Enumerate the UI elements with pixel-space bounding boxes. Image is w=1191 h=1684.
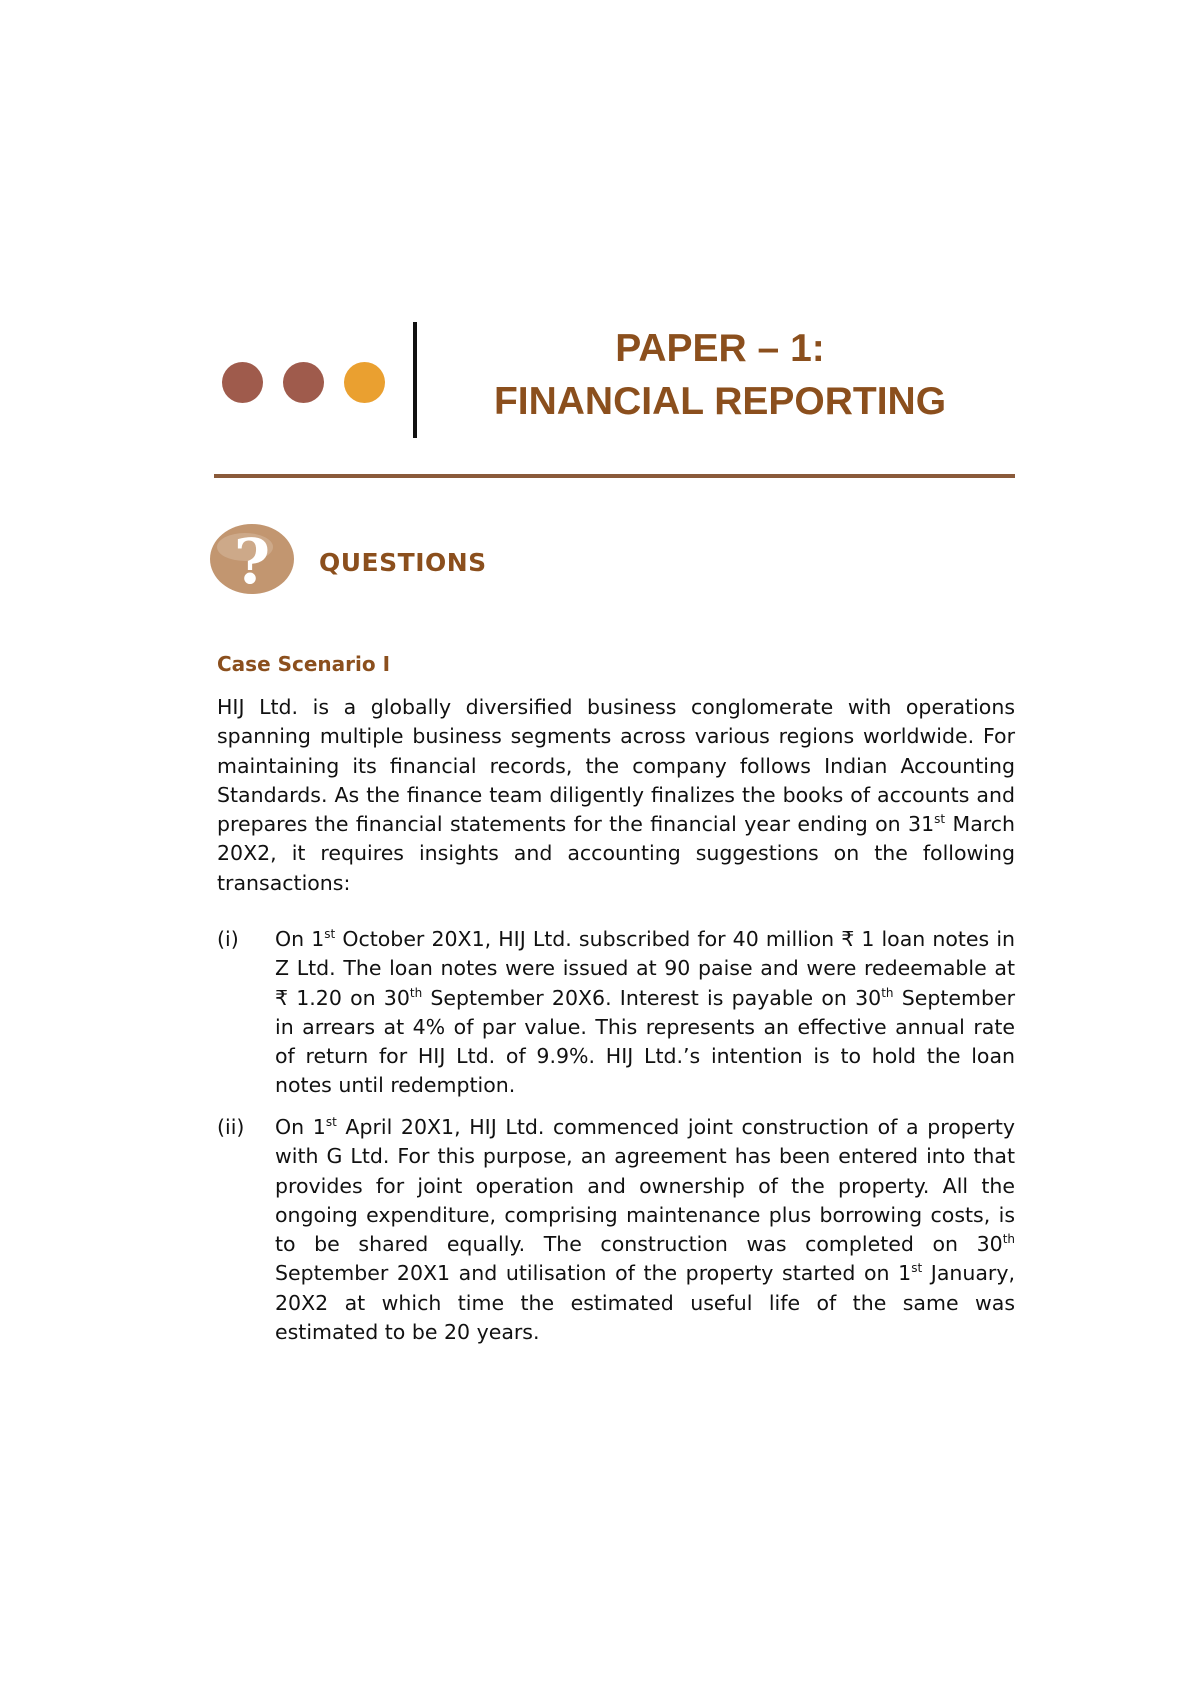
section-heading: QUESTIONS	[319, 548, 487, 577]
item-text-part: September 20X1 and utilisation of the property started on 1	[275, 1261, 912, 1286]
item-sup: th	[881, 985, 894, 1000]
title-line-2: FINANCIAL REPORTING	[493, 380, 947, 423]
item-sup: st	[324, 927, 336, 941]
item-sup: th	[409, 985, 423, 1000]
item-text-part: September 20X6. Interest is payable on 30	[422, 985, 882, 1010]
title-line-1: PAPER – 1:	[615, 327, 825, 370]
item-text-part: October 20X1, HIJ Ltd. subscribed for 40 million ₹ 1 loan notes in Z Ltd. The loan notes were issued at 90 paise and were redeemable at ₹ 1.20 on 30	[275, 927, 1016, 1010]
item-sup: th	[1002, 1232, 1015, 1247]
decorative-dots	[222, 362, 385, 404]
item-text	[275, 925, 1015, 1101]
page-title	[430, 322, 1010, 428]
intro-sup: st	[934, 812, 946, 827]
item-text-part: January, 20X2 at which time the estimated useful life of the same was estimated to be 20 years.	[275, 1261, 1016, 1345]
item-text-part: On 1	[275, 927, 325, 951]
intro-text-b: March 20X2, it requires insights and accounting suggestions on the following transactions:	[217, 812, 1015, 895]
item-sup: st	[911, 1261, 923, 1276]
case-intro	[217, 693, 1015, 898]
item-marker: (ii)	[217, 1115, 245, 1139]
item-sup: st	[325, 1115, 337, 1129]
item-marker: (i)	[217, 927, 239, 951]
item-text-part: September in arrears at 4% of par value. This represents an effective annual rate of return for HIJ Ltd. of 9.9%. HIJ Ltd.’s intention is to hold the loan notes until redemption.	[275, 985, 1016, 1098]
item-text	[275, 1113, 1015, 1347]
question-mark-icon	[209, 523, 295, 595]
dot-1	[222, 362, 263, 403]
dot-3	[344, 362, 385, 403]
header-rule	[214, 474, 1015, 478]
case-title: Case Scenario I	[217, 652, 391, 676]
item-text-part: On 1	[275, 1115, 326, 1139]
title-divider	[413, 322, 417, 438]
item-text-part: April 20X1, HIJ Ltd. commenced joint construction of a property with G Ltd. For this purpose, an agreement has been entered into that provides for joint operation and ownership of the property. All the ongoing expenditure, comprising maintenance plus borrowing costs, is to be shared equally. The construction was completed on 30	[275, 1115, 1015, 1257]
question-glyph: ?	[233, 525, 271, 595]
list-item	[217, 925, 1015, 1101]
dot-2	[283, 362, 324, 403]
list-item	[217, 1113, 1015, 1347]
intro-text-a: HIJ Ltd. is a globally diversified business conglomerate with operations spanning multiple business segments across various regions worldwide. For maintaining its financial records, the company follows Indian Accounting Standards. As the finance team diligently finalizes the books of accounts and prepares the financial statements for the financial year ending on 31	[217, 695, 1015, 837]
